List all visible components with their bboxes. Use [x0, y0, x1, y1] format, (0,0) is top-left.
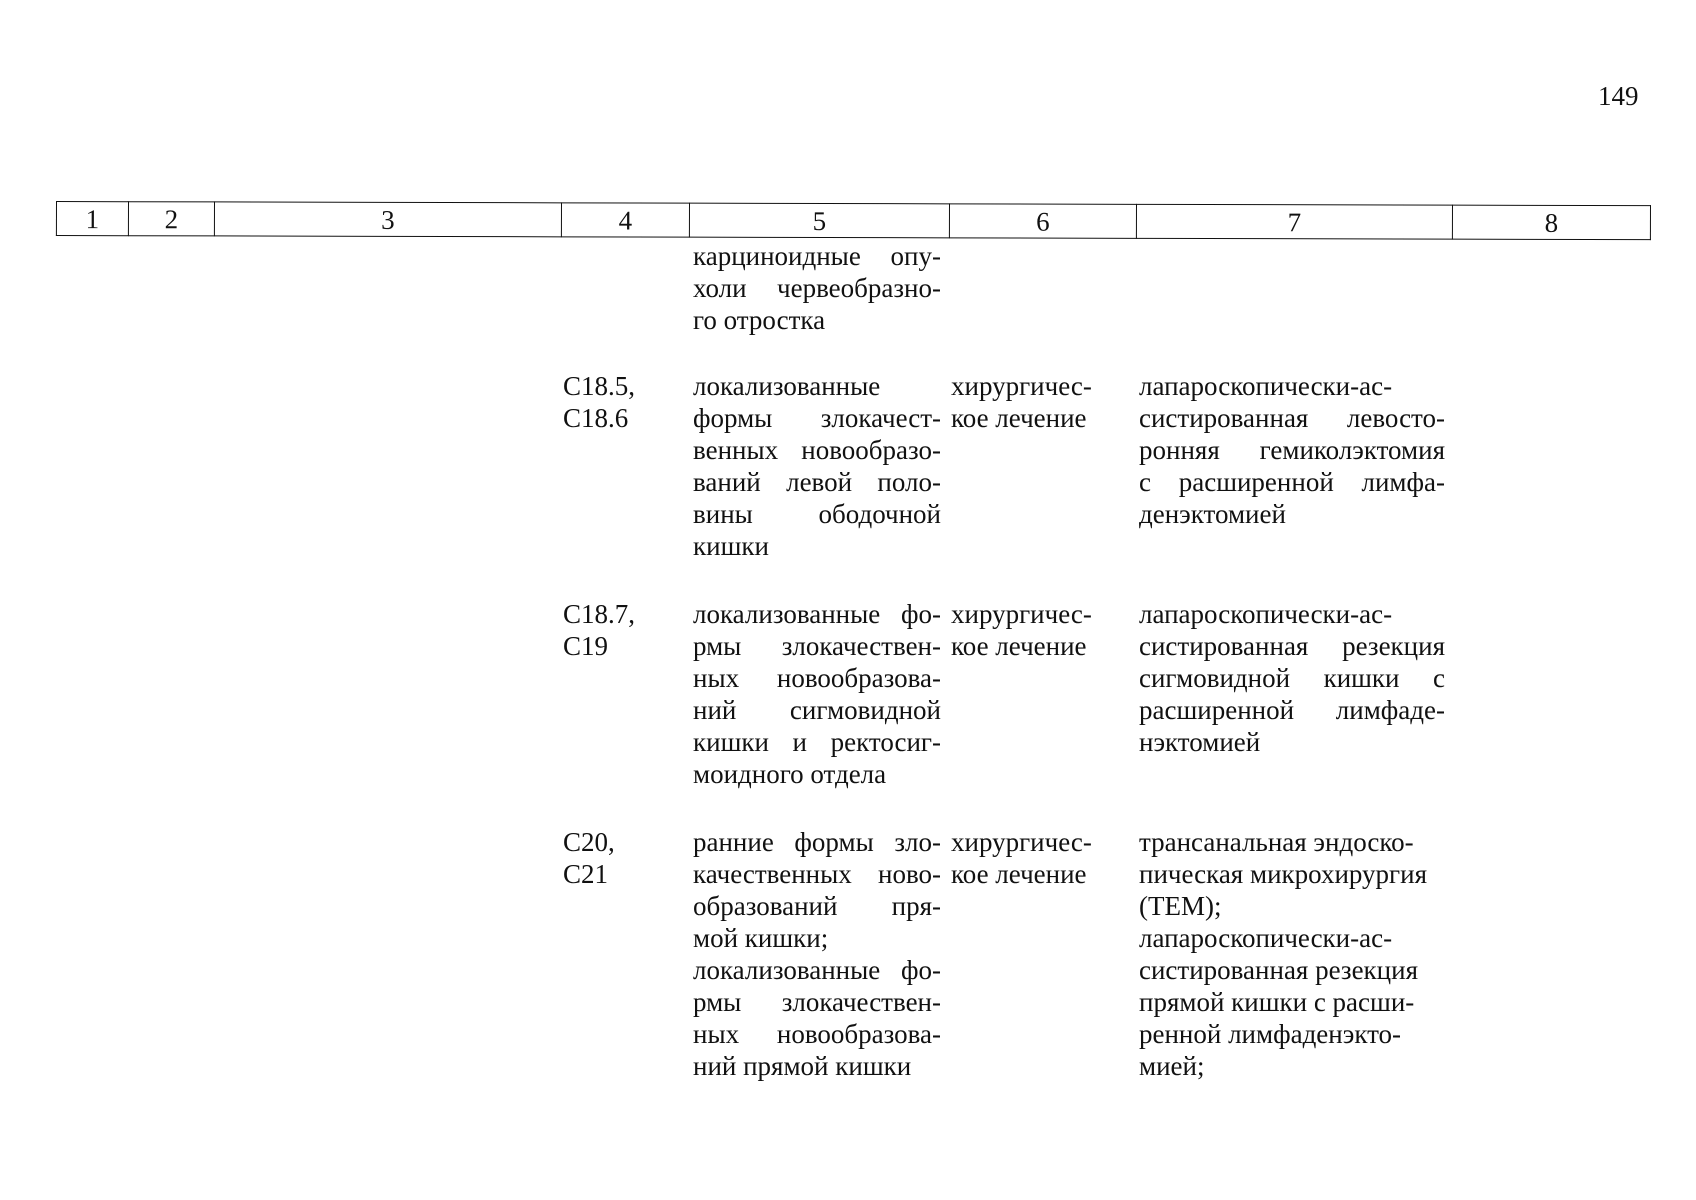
method-line: пическая микрохирургия — [1139, 859, 1427, 889]
diagnosis-line: рмы злокачествен- — [693, 631, 941, 661]
diagnosis-line: ранние формы зло- — [693, 827, 941, 857]
column-number-3: 3 — [214, 202, 561, 237]
method-line: лапароскопически-ас- — [1139, 599, 1393, 629]
method-line: сигмовидной кишки с — [1139, 663, 1445, 693]
icd-code-cell — [563, 598, 683, 662]
column-number-6: 6 — [949, 204, 1136, 238]
column-number-8: 8 — [1452, 205, 1650, 240]
icd-code-line: C18.5, — [563, 371, 636, 401]
method-line: денэктомией — [1139, 499, 1286, 529]
method-cell — [1139, 598, 1445, 758]
icd-code-line: C19 — [563, 631, 609, 661]
column-number-5: 5 — [689, 203, 949, 238]
treatment-line: хирургичес- — [951, 827, 1092, 857]
diagnosis-line: карциноидные опу- — [693, 241, 941, 271]
method-line: лапароскопически-ас- — [1139, 371, 1393, 401]
method-line: расширенной лимфаде- — [1139, 695, 1445, 725]
icd-code-line: C18.7, — [563, 599, 636, 629]
method-line: трансанальная эндоско- — [1139, 827, 1414, 857]
method-cell — [1139, 826, 1445, 1082]
column-number-7: 7 — [1136, 204, 1452, 239]
diagnosis-line: локализованные — [693, 371, 881, 401]
icd-code-line: C21 — [563, 859, 609, 889]
diagnosis-line: венных новообразо- — [693, 435, 941, 465]
column-number-2: 2 — [128, 202, 214, 236]
treatment-cell — [951, 370, 1111, 434]
treatment-line: кое лечение — [951, 631, 1087, 661]
method-line: систированная резекция — [1139, 631, 1445, 661]
diagnosis-cell — [693, 370, 941, 562]
page-number: 149 — [1598, 81, 1639, 111]
method-line: лапароскопически-ас- — [1139, 923, 1393, 953]
column-number-header — [56, 201, 1651, 240]
method-line: прямой кишки с расши- — [1139, 987, 1415, 1017]
method-line: ронняя гемиколэктомия — [1139, 435, 1445, 465]
diagnosis-line: ных новообразова- — [693, 663, 941, 693]
diagnosis-line: го отростка — [693, 305, 826, 335]
treatment-line: хирургичес- — [951, 371, 1092, 401]
diagnosis-line: образований пря- — [693, 891, 941, 921]
diagnosis-line: локализованные фо- — [693, 955, 941, 985]
method-cell — [1139, 370, 1445, 530]
diagnosis-line: вины ободочной — [693, 499, 941, 529]
diagnosis-line: ных новообразова- — [693, 1019, 941, 1049]
diagnosis-cell — [693, 240, 941, 336]
diagnosis-cell — [693, 598, 941, 790]
diagnosis-line: качественных ново- — [693, 859, 941, 889]
treatment-cell — [951, 598, 1111, 662]
method-line: с расширенной лимфа- — [1139, 467, 1445, 497]
diagnosis-line: ний сигмовидной — [693, 695, 941, 725]
treatment-line: кое лечение — [951, 403, 1087, 433]
method-line: систированная левосто- — [1139, 403, 1445, 433]
diagnosis-line: мой кишки; — [693, 923, 829, 953]
method-line: ренной лимфаденэкто- — [1139, 1019, 1402, 1049]
diagnosis-line: ний прямой кишки — [693, 1051, 912, 1081]
diagnosis-line: рмы злокачествен- — [693, 987, 941, 1017]
diagnosis-line: кишки и ректосиг- — [693, 727, 941, 757]
diagnosis-line: ваний левой поло- — [693, 467, 941, 497]
diagnosis-cell — [693, 826, 941, 1082]
icd-code-cell — [563, 826, 683, 890]
method-line: систированная резекция — [1139, 955, 1418, 985]
icd-code-cell — [563, 370, 683, 434]
column-number-4: 4 — [561, 203, 689, 237]
treatment-line: кое лечение — [951, 859, 1087, 889]
treatment-line: хирургичес- — [951, 599, 1092, 629]
diagnosis-line: кишки — [693, 531, 769, 561]
method-line: нэктомией — [1139, 727, 1261, 757]
diagnosis-line: локализованные фо- — [693, 599, 941, 629]
icd-code-line: C18.6 — [563, 403, 629, 433]
diagnosis-line: формы злокачест- — [693, 403, 941, 433]
treatment-cell — [951, 826, 1111, 890]
method-line: (TEM); — [1139, 891, 1222, 921]
column-number-1: 1 — [56, 202, 128, 236]
icd-code-line: C20, — [563, 827, 615, 857]
method-line: мией; — [1139, 1051, 1205, 1081]
diagnosis-line: холи червеобразно- — [693, 273, 941, 303]
diagnosis-line: моидного отдела — [693, 759, 887, 789]
